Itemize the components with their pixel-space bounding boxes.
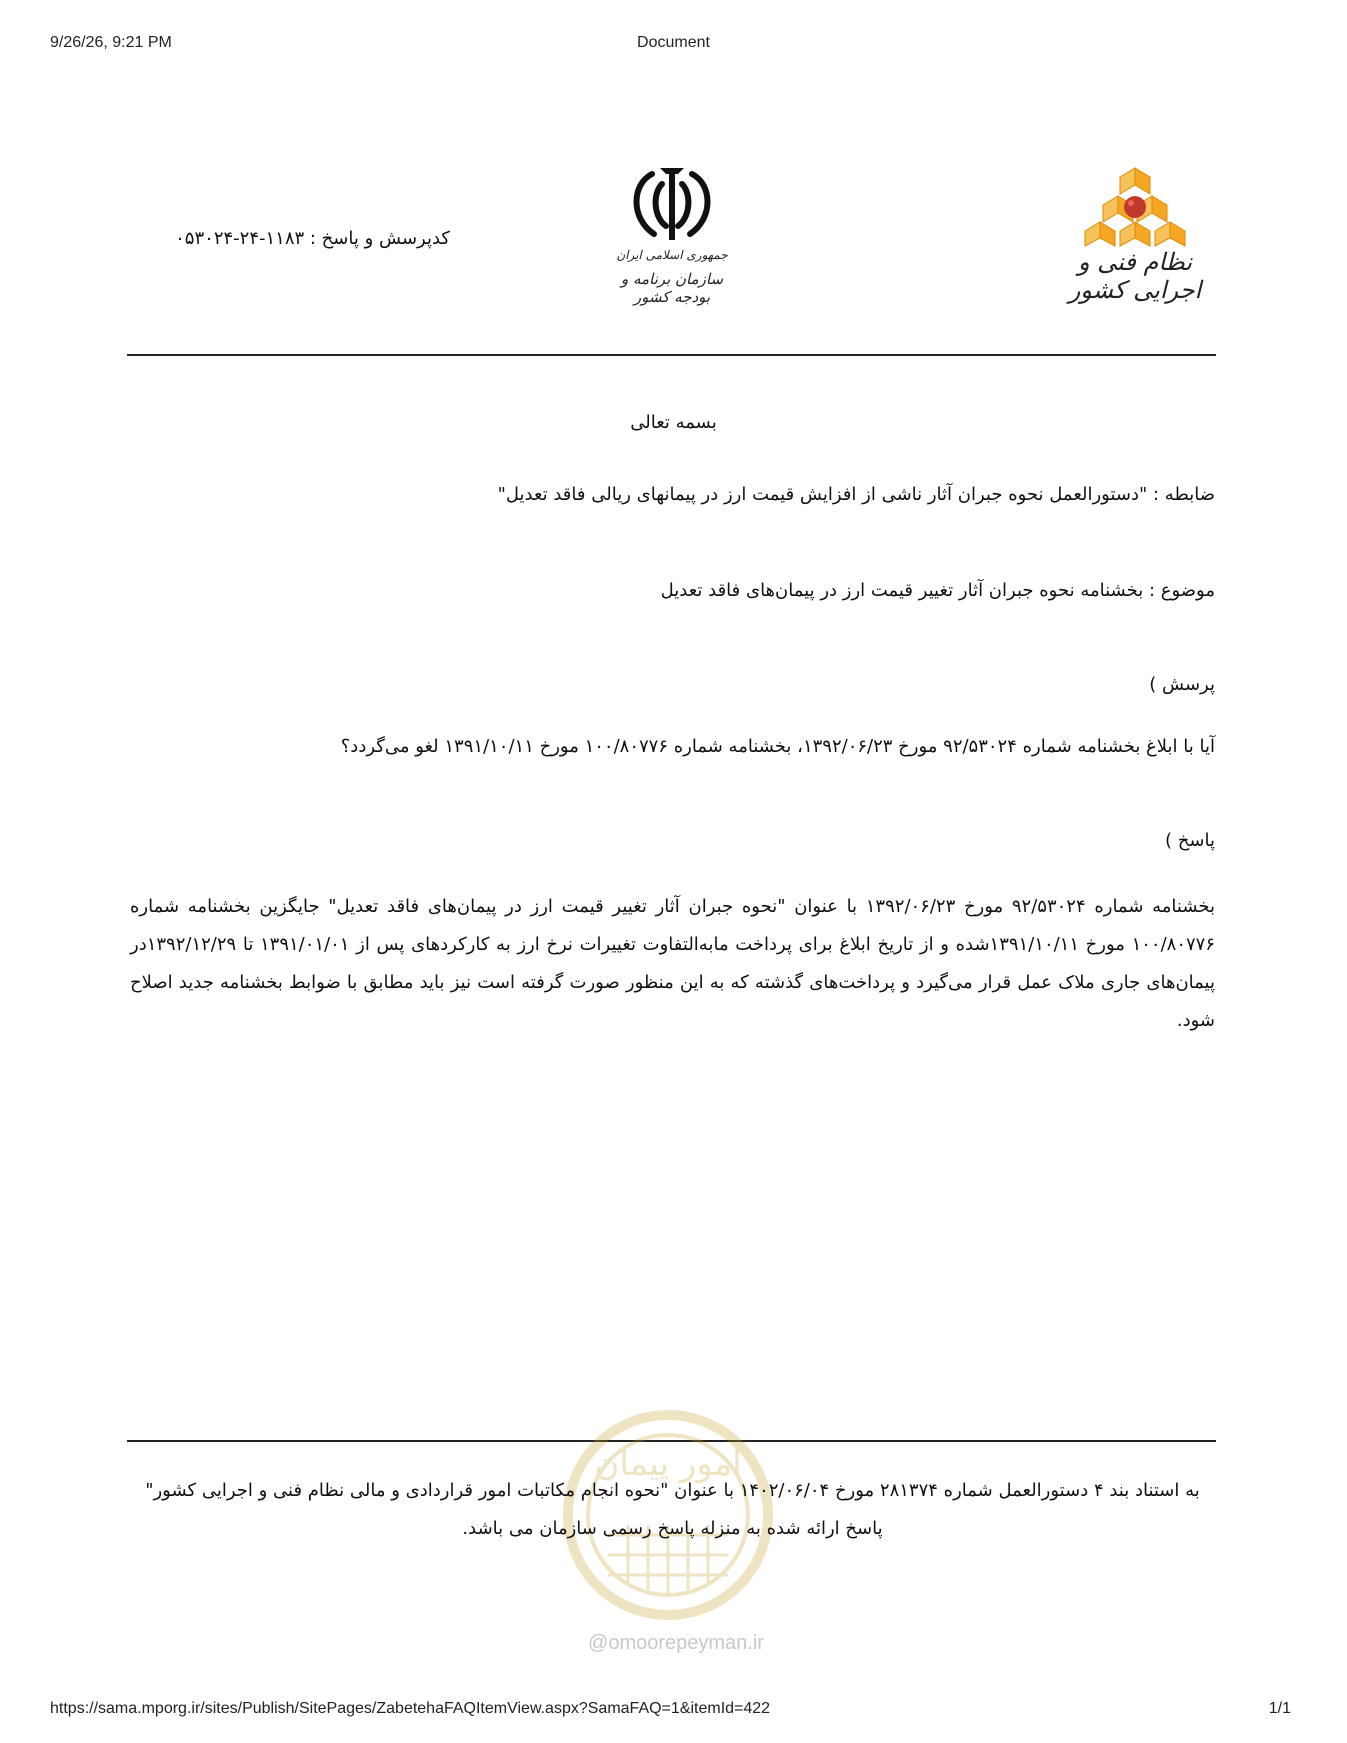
regulation-line: ضابطه : "دستورالعمل نحوه جبران آثار ناشی از افزایش قیمت ارز در پیمانهای ریالی فاقد تعدیل" bbox=[497, 484, 1215, 505]
header-divider bbox=[127, 354, 1216, 356]
bismillah-heading: بسمه تعالی bbox=[630, 412, 717, 433]
iran-emblem-icon bbox=[602, 160, 742, 250]
question-label: پرسش ) bbox=[1149, 674, 1215, 695]
pyramid-logo-icon bbox=[1060, 160, 1210, 250]
print-page-number: 1/1 bbox=[1268, 1700, 1291, 1717]
iran-emblem bbox=[602, 160, 742, 310]
organization-logo bbox=[1060, 160, 1210, 304]
watermark-url: @omoorepeyman.ir bbox=[588, 1632, 764, 1654]
print-title: Document bbox=[637, 34, 710, 51]
emblem-caption-line2: سازمان برنامه و بودجه کشور bbox=[620, 270, 724, 306]
answer-text: بخشنامه شماره ۹۲/۵۳۰۲۴ مورخ ۱۳۹۲/۰۶/۲۳ با عنوان "نحوه جبران آثار تغییر قیمت ارز در پیمان‌های فاقد تعدیل" جایگزین بخشنامه شماره ۱۰۰/۸۰۷۷۶ مورخ ۱۳۹۱/۱۰/۱۱شده و از تاریخ ابلاغ برای پرداخت مابه‌التفاوت تغییرات نرخ ارز به کارکردهای پس از ۱۳۹۱/۰۱/۰۱ تا ۱۳۹۲/۱۲/۲۹در پیمان‌های جاری ملاک عمل قرار می‌گیرد و پرداخت‌های گذشته که به این منظور صورت گرفته است نیز باید مطابق با ضوابط بخشنامه جدید اصلاح شود. bbox=[130, 896, 1216, 1031]
subject-line: موضوع : بخشنامه نحوه جبران آثار تغییر قیمت ارز در پیمان‌های فاقد تعدیل bbox=[660, 580, 1215, 601]
answer-label: پاسخ ) bbox=[1165, 830, 1215, 851]
reference-code: کدپرسش و پاسخ : ۱۱۸۳-۲۴-۰۵۳۰۲۴ bbox=[175, 228, 450, 249]
footer-divider bbox=[127, 1440, 1216, 1442]
footer-legal-note: به استناد بند ۴ دستورالعمل شماره ۲۸۱۳۷۴ مورخ ۱۴۰۲/۰۶/۰۴ با عنوان "نحوه انجام مکاتبات امور قراردادی و مالی نظام فنی و اجرایی کشور" پاسخ ارائه شده به منزله پاسخ رسمی سازمان می باشد. bbox=[145, 1480, 1200, 1539]
watermark-seal-text: امور پیمان bbox=[594, 1444, 742, 1484]
emblem-caption-line1: جمهوری اسلامی ایران bbox=[616, 248, 728, 262]
organization-logo-text: نظام فنی و اجرایی کشور bbox=[1068, 248, 1202, 304]
print-datetime: 9/26/26, 9:21 PM bbox=[50, 34, 172, 51]
print-url: https://sama.mporg.ir/sites/Publish/SitePages/ZabetehaFAQItemView.aspx?SamaFAQ=1&itemId=422 bbox=[50, 1700, 771, 1717]
question-text: آیا با ابلاغ بخشنامه شماره ۹۲/۵۳۰۲۴ مورخ ۱۳۹۲/۰۶/۲۳، بخشنامه شماره ۱۰۰/۸۰۷۷۶ مورخ ۱۳۹۱/۱۰/۱۱ لغو می‌گردد؟ bbox=[340, 736, 1215, 757]
